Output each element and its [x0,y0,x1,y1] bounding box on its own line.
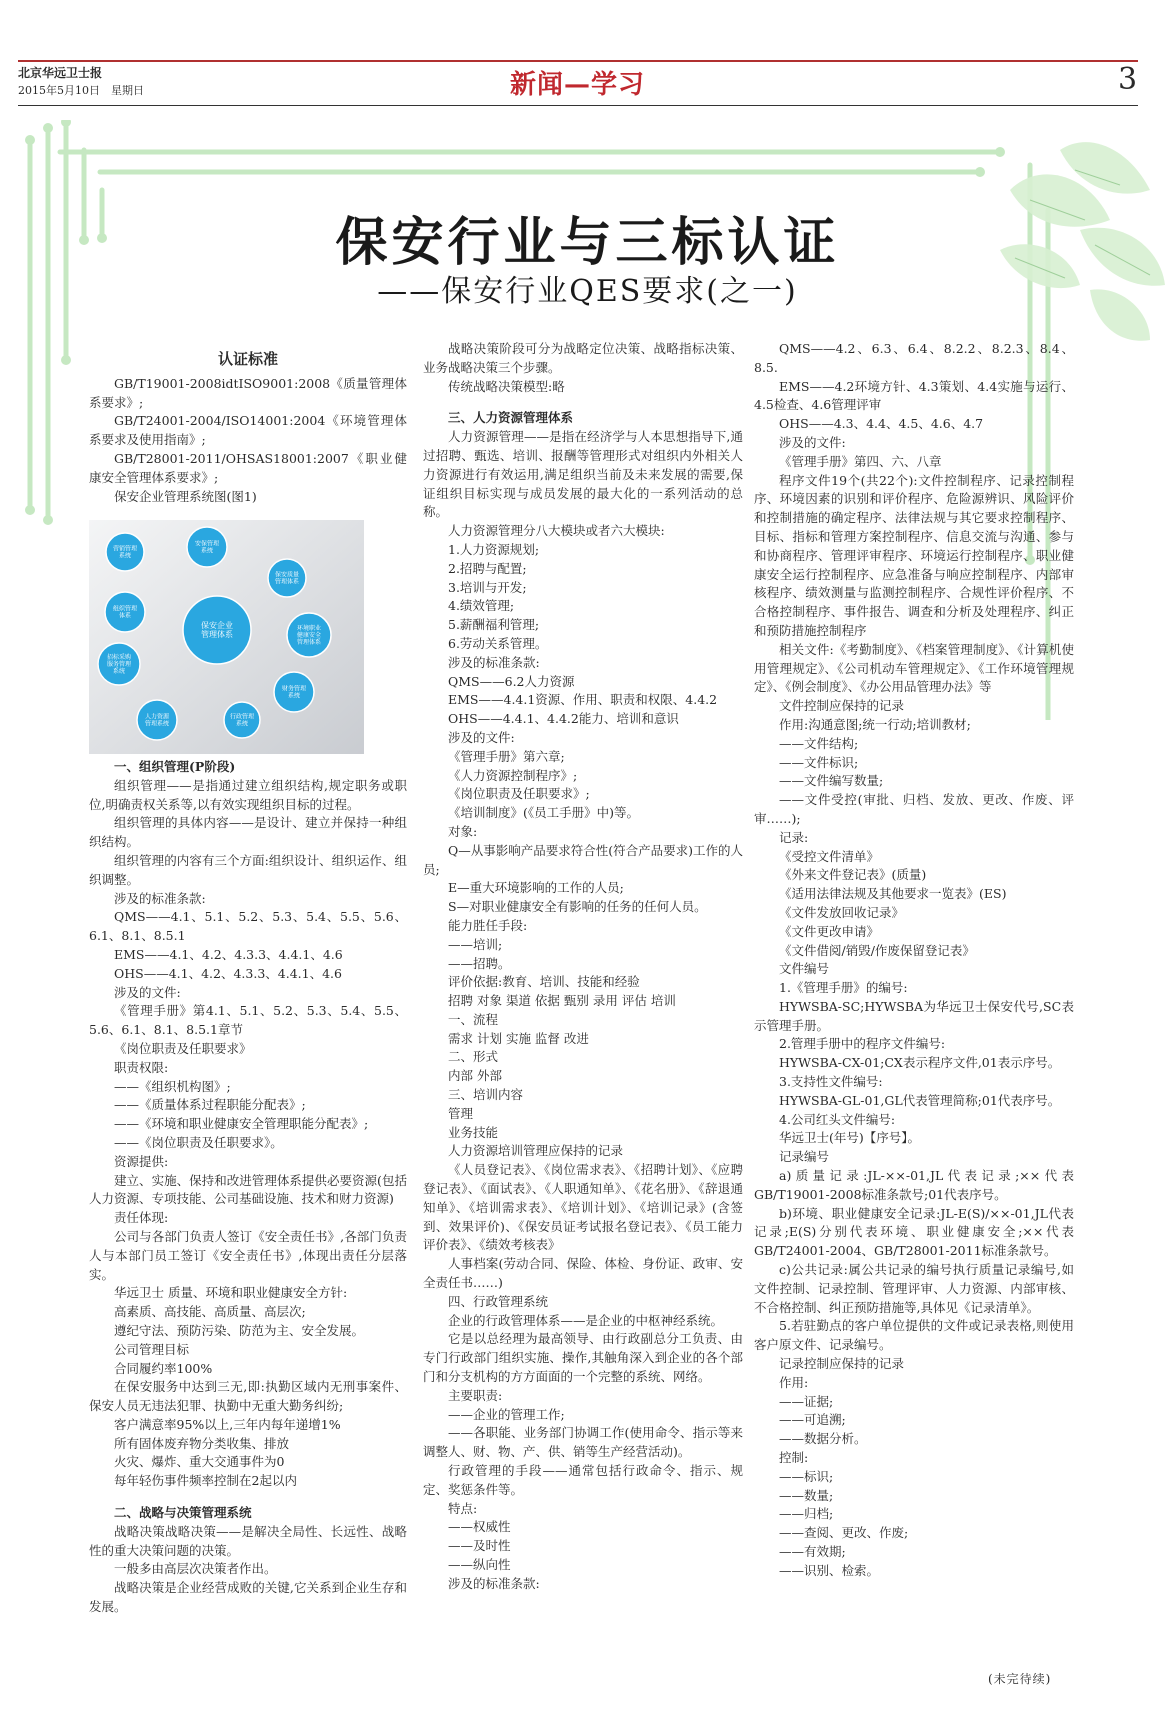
body-paragraph: ——有效期; [779,1544,846,1559]
body-paragraph: 程序文件19个(共22个):文件控制程序、记录控制程序、环境因素的识别和评价程序、危险源辨识、风险评价和控制措施的确定程序、法律法规与其它要求控制程序、目标、指标和管理方案控制程序、信息交流与沟通、参与和协商程序、管理评审程序、环境运行控制程序、职业健康安全运行控制程序、应急准备与响应控制程序、内部审核程序、绩效测量与监测控制程序、合规性评价程序、不合格控制程序、事件报告、调查和分析及处理程序、纠正和预防措施控制程序 [754,472,1074,638]
body-paragraph: 华远卫士 质量、环境和职业健康安全方针: [114,1285,348,1301]
body-paragraph: 传统战略决策模型:略 [448,378,565,394]
body-paragraph: ——归档; [779,1506,834,1522]
body-paragraph: HYWSBA-SC;HYWSBA为华远卫士保安代号,SC表示管理手册。 [754,998,1074,1033]
body-paragraph: 战略决策阶段可分为战略定位决策、战略指标决策、业务战略决策三个步骤。 [423,341,743,375]
body-paragraph: 公司与各部门负责人签订《安全责任书》,各部门负责人与本部门员工签订《安全责任书》,体现出责任分层落实。 [89,1228,407,1282]
body-paragraph: 4.公司红头文件编号: [779,1111,896,1127]
body-paragraph: ——《质量体系过程职能分配表》; [114,1097,306,1113]
body-paragraph: 涉及的标准条款: [448,654,540,670]
body-paragraph: 《人力资源控制程序》; [448,767,578,783]
body-paragraph: 《培训制度》(《员工手册》中)等。 [448,805,640,821]
body-paragraph: 《受控文件清单》 [779,848,880,864]
figure-caption: 保安企业管理系统图(图1) [114,488,257,504]
body-paragraph: 内部 外部 [448,1068,502,1084]
body-paragraph: 职责权限: [114,1059,169,1075]
body-paragraph: ——查阅、更改、作废; [779,1525,909,1541]
body-paragraph: 建立、实施、保持和改进管理体系提供必要资源(包括人力资源、专项技能、公司基础设施、技术和财力资源) [89,1172,407,1207]
body-paragraph: 《文件借阅/销毁/作废保留登记表》 [779,942,975,958]
body-paragraph: 华远卫士(年号)【序号】。 [779,1130,921,1146]
body-paragraph: QMS——4.2、6.3、6.4、8.2.2、8.2.3、8.4、8.5. [754,341,1074,375]
body-paragraph: ——文件编写数量; [779,773,884,789]
body-paragraph: 人力资源管理分八大模块或者六大模块: [448,523,665,539]
body-paragraph: 记录: [779,829,809,845]
standards-heading: 认证标准 [217,350,278,368]
body-paragraph: ——权威性 [448,1519,511,1535]
body-paragraph: 所有固体废弃物分类收集、排放 [114,1435,290,1451]
body-paragraph: 组织管理的内容有三个方面:组织设计、组织运作、组织调整。 [89,852,407,887]
body-paragraph: 资源提供: [114,1153,169,1169]
column-3-body [754,340,1074,1581]
management-system-diagram [89,520,364,754]
body-paragraph: 1.《管理手册》的编号: [779,980,908,996]
body-paragraph: 《文件发放回收记录》 [779,904,905,920]
body-paragraph: 人事档案(劳动合同、保险、体检、身份证、政审、安全责任书……) [423,1256,743,1291]
body-paragraph: 主要职责: [448,1387,503,1403]
body-paragraph: 组织管理的具体内容——是设计、建立并保持一种组织结构。 [89,815,407,850]
body-paragraph: ——识别、检索。 [779,1562,880,1578]
body-paragraph: 5.薪酬福利管理; [448,617,540,633]
body-paragraph: ——文件受控(审批、归档、发放、更改、作废、评审……); [754,792,1074,826]
issue-date: 2015年5月10日 星期日 [18,84,144,97]
body-paragraph: b)环境、职业健康安全记录:JL-E(S)/××-01,JL代表记录;E(S)分别代表环境、职业健康安全;××代表GB/T24001-2004、GB/T28001-2011标准条款号。 [754,1205,1074,1259]
body-paragraph: QMS——6.2人力资源 [448,673,575,689]
body-paragraph: 组织管理——是指通过建立组织结构,规定职务或职位,明确责权关系等,以有效实现组织目标的过程。 [89,777,407,812]
body-paragraph: 公司管理目标 [114,1341,190,1357]
body-paragraph: 企业的行政管理体系——是企业的中枢神经系统。 [448,1312,724,1328]
body-paragraph: ——纵向性 [448,1557,511,1572]
body-paragraph: 业务技能 [448,1124,499,1140]
body-paragraph: 6.劳动关系管理。 [448,635,548,651]
body-paragraph: ——招聘。 [448,955,511,971]
body-paragraph: 客户满意率95%以上,三年内每年递增1% [114,1416,341,1432]
body-paragraph: ——可追溯; [779,1412,846,1428]
masthead-bottom-rule [18,105,1138,106]
body-paragraph: ——标识; [779,1468,834,1484]
column-1-body [89,754,407,1617]
standard-item: GB/T19001-2008idtISO9001:2008《质量管理体系要求》; [89,375,407,410]
body-paragraph: 三、培训内容 [448,1087,524,1103]
body-paragraph: ——《岗位职责及任职要求》。 [114,1134,283,1150]
body-paragraph: 3.培训与开发; [448,579,527,595]
body-paragraph: 5.若驻勤点的客户单位提供的文件或记录表格,则使用客户原文件、记录编号。 [754,1318,1074,1353]
body-paragraph: 《岗位职责及任职要求》 [114,1040,252,1056]
body-paragraph: ——各职能、业务部门协调工作(使用命令、指示等来调整人、财、物、产、供、销等生产经营活动)。 [423,1425,743,1460]
body-paragraph: 涉及的文件: [114,984,181,1000]
diagram-node-label: 人力资源管理系统 [144,713,170,728]
paragraph-gap [89,1491,407,1500]
body-paragraph: 一、流程 [448,1011,499,1027]
body-paragraph: 一般多由高层次决策者作出。 [114,1561,277,1577]
body-paragraph: 3.支持性文件编号: [779,1074,883,1090]
body-paragraph: ——及时性 [448,1538,511,1554]
body-paragraph: 对象: [448,823,478,839]
body-paragraph: 2.管理手册中的程序文件编号: [779,1036,946,1052]
body-paragraph: Q—从事影响产品要求符合性(符合产品要求)工作的人员; [423,842,744,877]
page-number: 3 [1118,62,1138,97]
body-paragraph: 在保安服务中达到三无,即:执勤区域内无刑事案件、保安人员无违法犯罪、执勤中无重大勤务纠纷; [89,1379,407,1414]
diagram-node-label: 环境职业健康安全管理体系 [296,625,322,646]
body-paragraph: 《适用法律法规及其他要求一览表》(ES) [779,886,1007,902]
body-paragraph: 二、形式 [448,1049,499,1065]
body-paragraph: 涉及的文件: [779,434,846,450]
body-paragraph: 记录控制应保持的记录 [779,1356,905,1372]
body-paragraph: 《管理手册》第六章; [448,748,565,764]
body-paragraph: 能力胜任手段: [448,917,528,933]
diagram-node-label: 安保管理系统 [194,540,220,555]
article-title: 保安行业与三标认证 [335,212,840,273]
body-paragraph: 评价依据:教育、培训、技能和经验 [448,974,640,990]
body-paragraph: 相关文件:《考勤制度》、《档案管理制度》、《计算机使用管理规定》、《公司机动车管理规定》、《工作环境管理规定》、《例会制度》、《办公用品管理办法》等 [754,641,1074,695]
column-2-body [423,340,743,1594]
body-paragraph: 人力资源管理——是指在经济学与人本思想指导下,通过招聘、甄选、培训、报酬等管理形式对组织内外相关人力资源进行有效运用,满足组织当前及未来发展的需要,保证组织目标实现与成员发展的最大化的一系列活动的总称。 [423,429,743,520]
body-paragraph: 记录编号 [779,1149,830,1165]
paragraph-gap [423,396,743,405]
section-heading: 二、战略与决策管理系统 [114,1505,252,1521]
body-paragraph: 合同履约率100% [114,1360,213,1376]
body-paragraph: 《文件更改申请》 [779,923,880,939]
body-paragraph: ——《组织机构图》; [114,1078,231,1094]
body-paragraph: 行政管理的手段——通常包括行政命令、指示、规定、奖惩条件等。 [423,1463,743,1497]
body-paragraph: 遵纪守法、预防污染、防范为主、安全发展。 [114,1322,365,1338]
body-paragraph: 需求 计划 实施 监督 改进 [448,1030,589,1046]
body-paragraph: 文件编号 [779,961,830,977]
body-paragraph: 《人员登记表》、《岗位需求表》、《招聘计划》、《应聘登记表》、《面试表》、《人职通知单》、《花名册》、《辞退通知单》、《培训需求表》、《培训计划》、《培训记录》(含签到、效果评价)、《保安员证考试报名登记表》、《员工能力评价表》、《绩效考核表》 [423,1162,743,1253]
body-paragraph: 管理 [448,1105,474,1121]
body-paragraph: EMS——4.1、4.2、4.3.3、4.4.1、4.6 [114,946,343,962]
body-paragraph: 每年轻伤事件频率控制在2起以内 [114,1473,297,1489]
diagram-node-label: 营销管理系统 [112,545,138,560]
masthead-top-rule [18,60,1138,62]
body-paragraph: 特点: [448,1500,478,1516]
diagram-node-label: 招标采购服务管理系统 [106,654,132,675]
body-paragraph: a)质量记录:JL-××-01,JL代表记录;××代表GB/T19001-2008标准条款号;01代表序号。 [754,1168,1074,1202]
article-subtitle: ——保安行业QES要求(之一) [377,274,798,309]
diagram-center-label: 保安企业管理体系 [201,621,233,640]
body-paragraph: 作用: [779,1374,809,1390]
body-paragraph: OHS——4.1、4.2、4.3.3、4.4.1、4.6 [114,965,342,981]
body-paragraph: E—重大环境影响的工作的人员; [448,880,624,896]
body-paragraph: 文件控制应保持的记录 [779,698,905,714]
body-paragraph: 战略决策战略决策——是解决全局性、长远性、战略性的重大决策问题的决策。 [89,1523,407,1558]
body-paragraph: QMS——4.1、5.1、5.2、5.3、5.4、5.5、5.6、6.1、8.1、8.5.1 [89,909,407,944]
body-paragraph: 《管理手册》第4.1、5.1、5.2、5.3、5.4、5.5、5.6、6.1、8.1、8.5.1章节 [89,1003,407,1038]
body-paragraph: ——证据; [779,1393,834,1409]
to-be-continued: (未完待续) [988,1672,1052,1686]
standard-item: GB/T28001-2011/OHSAS18001:2007《职业健康安全管理体系要求》; [89,450,407,485]
body-paragraph: ——文件标识; [779,754,859,770]
body-paragraph: 涉及的标准条款: [448,1575,540,1591]
body-paragraph: ——数量; [779,1487,834,1503]
body-paragraph: 高素质、高技能、高质量、高层次; [114,1304,306,1320]
body-paragraph: 1.人力资源规划; [448,541,540,557]
body-paragraph: 战略决策是企业经营成败的关键,它关系到企业生存和发展。 [89,1580,407,1615]
body-paragraph: S—对职业健康安全有影响的任务的任何人员。 [448,899,707,915]
body-paragraph: ——《环境和职业健康安全管理职能分配表》; [114,1116,369,1132]
body-paragraph: 《岗位职责及任职要求》; [448,786,590,802]
body-paragraph: 招聘 对象 渠道 依据 甄别 录用 评估 培训 [448,993,676,1009]
standard-item: GB/T24001-2004/ISO14001:2004《环境管理体系要求及使用指南》; [89,413,407,448]
section-title: 新闻—学习 [510,70,646,100]
section-heading: 一、组织管理(P阶段) [114,759,236,774]
body-paragraph: ——数据分析。 [779,1431,867,1447]
body-paragraph: c)公共记录:属公共记录的编号执行质量记录编号,如文件控制、记录控制、管理评审、人力资源、内部审核、不合格控制、纠正预防措施等,具体见《记录清单》。 [754,1262,1074,1315]
diagram-node-label: 保安质量管理体系 [274,571,300,586]
body-paragraph: 它是以总经理为最高领导、由行政副总分工负责、由专门行政部门组织实施、操作,其触角深入到企业的各个部门和分支机构的方方面面的一个完整的系统、网络。 [423,1331,743,1385]
body-paragraph: OHS——4.3、4.4、4.5、4.6、4.7 [779,416,984,432]
body-paragraph: 四、行政管理系统 [448,1293,549,1309]
body-paragraph: ——培训; [448,936,503,952]
section-heading: 三、人力资源管理体系 [448,410,574,426]
body-paragraph: EMS——4.2环境方针、4.3策划、4.4实施与运行、4.5检查、4.6管理评审 [754,378,1074,413]
body-paragraph: 2.招聘与配置; [448,560,527,576]
diagram-node-label: 财务管理系统 [281,685,307,700]
column-1-standards [89,350,407,506]
paper-name: 北京华远卫士报 [18,66,103,80]
body-paragraph: ——文件结构; [779,735,859,751]
body-paragraph: 《管理手册》第四、六、八章 [779,453,942,469]
body-paragraph: 作用:沟通意图;统一行动;培训教材; [779,716,971,732]
body-paragraph: ——企业的管理工作; [448,1406,565,1422]
body-paragraph: 控制: [779,1450,809,1466]
body-paragraph: 《外来文件登记表》(质量) [779,867,927,883]
body-paragraph: OHS——4.4.1、4.4.2能力、培训和意识 [448,711,679,727]
body-paragraph: HYWSBA-GL-01,GL代表管理简称;01代表序号。 [779,1092,1061,1108]
body-paragraph: 人力资源培训管理应保持的记录 [448,1143,624,1159]
body-paragraph: 责任体现: [114,1210,169,1226]
body-paragraph: 火灾、爆炸、重大交通事件为0 [114,1454,285,1470]
body-paragraph: EMS——4.4.1资源、作用、职责和权限、4.4.2 [448,692,718,708]
body-paragraph: 涉及的文件: [448,729,515,745]
diagram-node-label: 行政管理系统 [229,713,255,728]
body-paragraph: 涉及的标准条款: [114,890,206,906]
body-paragraph: HYWSBA-CX-01;CX表示程序文件,01表示序号。 [779,1055,1061,1071]
diagram-node-label: 组织管理体系 [112,605,138,620]
body-paragraph: 4.绩效管理; [448,598,515,614]
